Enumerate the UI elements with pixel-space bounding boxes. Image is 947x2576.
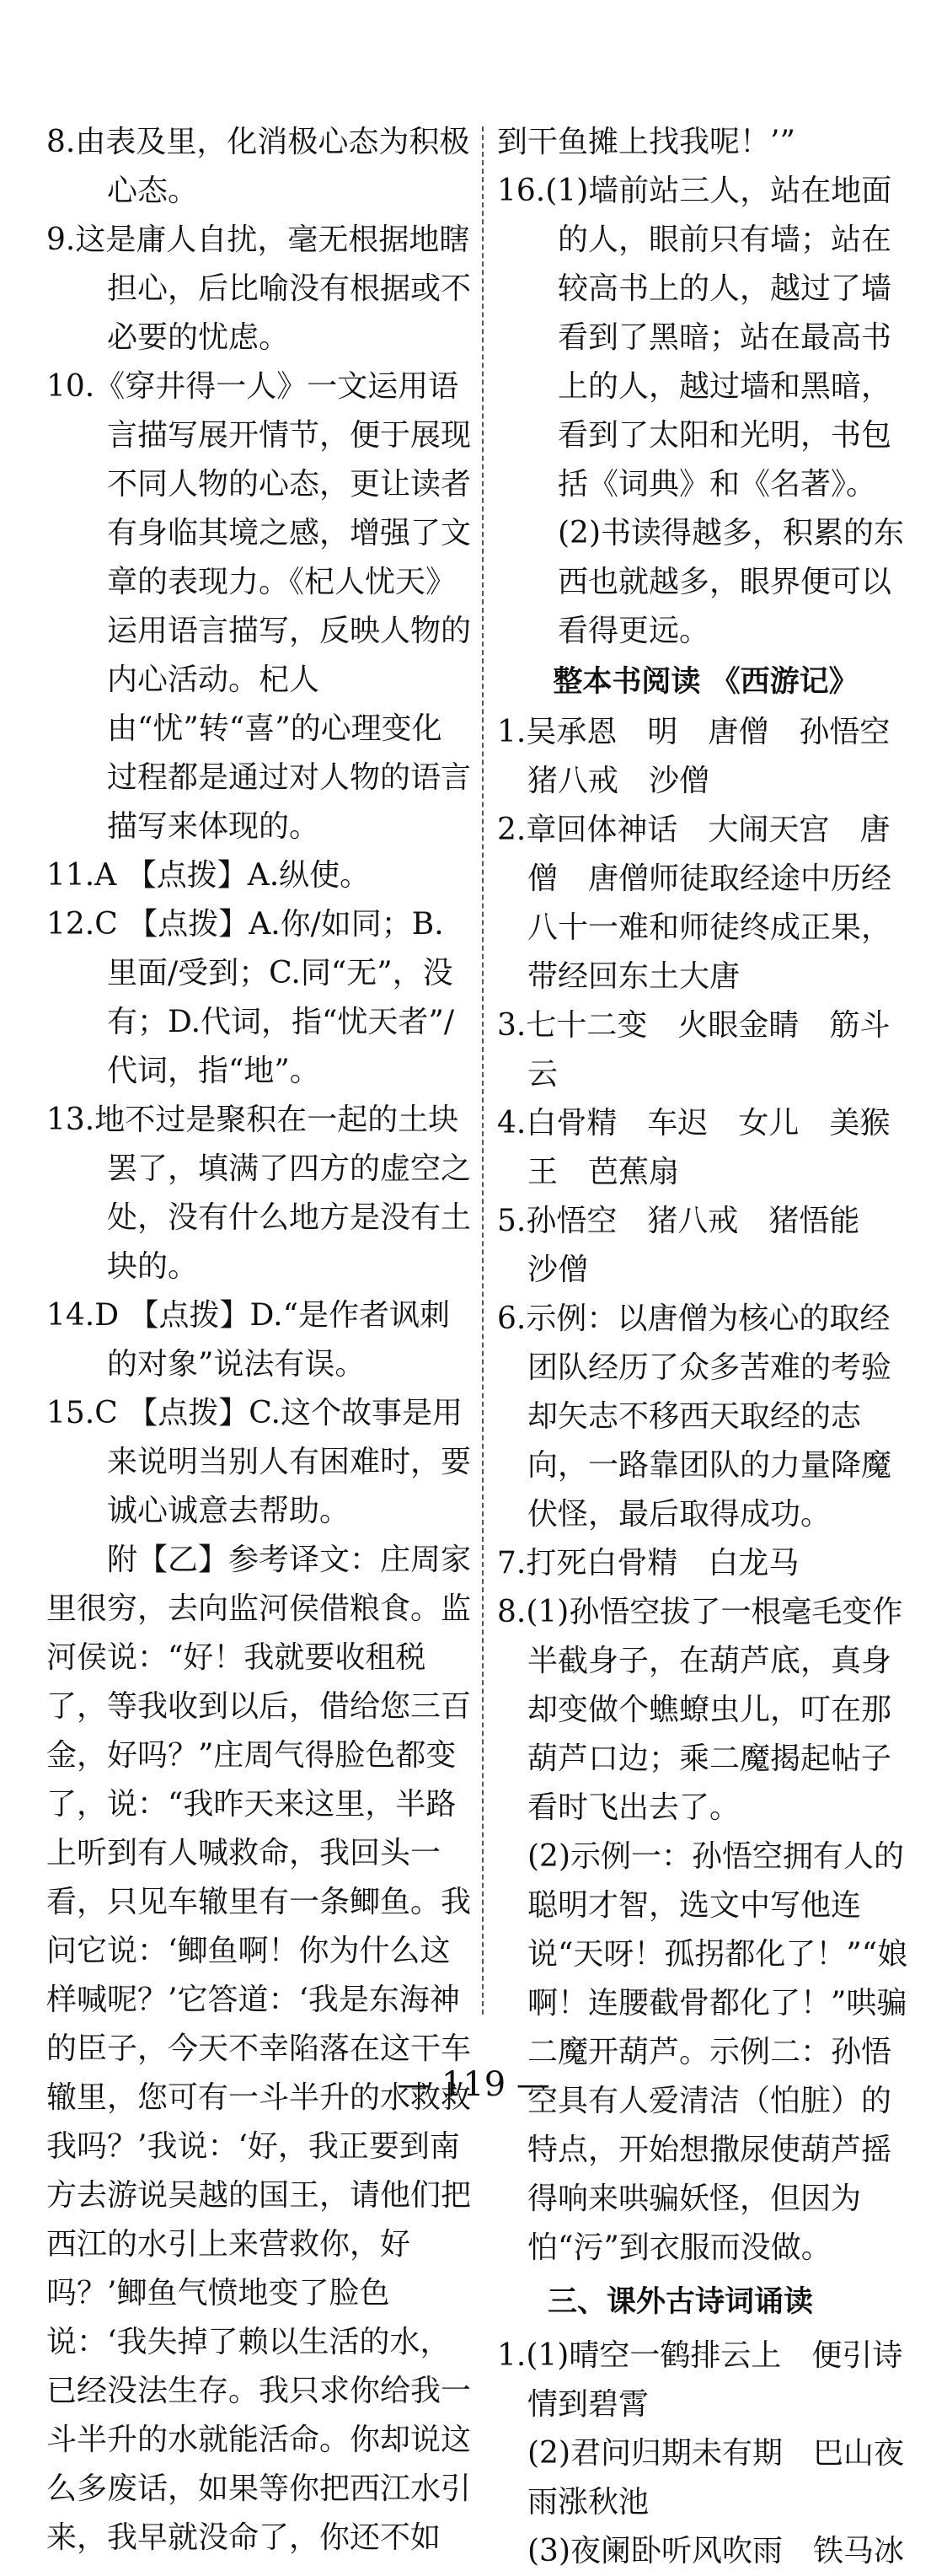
answer-15: 15.C 【点拨】C.这个故事是用来说明当别人有困难时，要诚心诚意去帮助。 — [46, 1396, 472, 1528]
column-divider — [482, 126, 484, 2015]
xiyouji-answer-6: 6.示例：以唐僧为核心的取经团队经历了众多苦难的考验却矢志不移西天取经的志向，一路靠团队的力量降魔伏怪，最后取得成功。 — [497, 1301, 892, 1532]
answer-16-2: (2)书读得越多，积累的东西也就越多，眼界便可以看得更远。 — [558, 516, 904, 648]
xiyouji-answer-5: 5.孙悟空 猪八戒 猪悟能 沙僧 — [497, 1204, 891, 1287]
page-number: — 119 — — [397, 2065, 550, 2104]
translation-paragraph: 附【乙】参考译文：庄周家里很穷，去向监河侯借粮食。监河侯说：“好！我就要收租税了，等我收到以后，借给您三百金，好吗？”庄周气得脸色都变了，说：“我昨天来这里，半路上听到有人喊救命，我回头一看，只见车辙里有一条鲫鱼。我问它说：‘鲫鱼啊！你为什么这样喊呢？’它答道：‘我是东海神的臣子，今天不幸陷落在这干车辙里，您可有一斗半升的水救救我吗？’我说：‘好，我正要到南方去游说吴越的国王，请他们把西江的水引上来营救你，好吗？’鲫鱼气愤地变了脸色说：‘我失掉了赖以生活的水，已经没法生存。我只求你给我一斗半升的水就能活命。你却说这么多废话，如果等你把西江水引来，我早就没命了，你还不如 — [46, 1543, 472, 2555]
poetry-answer-1: 1.(1)晴空一鹤排云上 便引诗情到碧霄 — [497, 2338, 903, 2422]
poetry-answer-2: (2)君问归期未有期 巴山夜雨涨秋池 — [527, 2436, 904, 2520]
xiyouji-answer-8-2: (2)示例一：孙悟空拥有人的聪明才智，选文中写他连说“天呀！孤拐都化了！”“娘啊！连腰截骨都化了！”哄骗二魔开葫芦。示例二：孙悟空具有人爱清洁（怕脏）的特点，开始想撒尿使葫芦摇得响来哄骗妖怪，但因为怕“污”到衣服而没做。 — [527, 1839, 908, 2265]
translation-continuation: 到干鱼摊上找我呢！’” — [497, 125, 795, 159]
left-column — [46, 118, 472, 2563]
answer-9: 9.这是庸人自扰，毫无根据地瞎担心，后比喻没有根据或不必要的忧虑。 — [46, 223, 472, 355]
poetry-answer-3: (3)夜阑卧听风吹雨 铁马冰 — [527, 2534, 904, 2568]
answer-16-1: 16.(1)墙前站三人，站在地面的人，眼前只有墙；站在较高书上的人，越过了墙看到了黑暗；站在最高书上的人，越过墙和黑暗，看到了太阳和光明，书包括《词典》和《名著》。 — [497, 174, 892, 502]
xiyouji-answer-7: 7.打死白骨精 白龙马 — [497, 1546, 800, 1580]
answer-8: 8.由表及里，化消极心态为积极心态。 — [46, 125, 470, 208]
xiyouji-answer-2: 2.章回体神话 大闹天宫 唐僧 唐僧师徒取经途中历经八十一难和师徒终成正果，带经回东土大唐 — [497, 813, 892, 994]
xiyouji-answer-8-1: 8.(1)孙悟空拔了一根毫毛变作半截身子，在葫芦底，真身却变做个蟭蟟虫儿，叮在那葫芦口边；乘二魔揭起帖子看时飞出去了。 — [497, 1595, 903, 1825]
section-heading-poetry: 三、课外古诗词诵读 — [548, 2285, 814, 2319]
answer-13: 13.地不过是聚积在一起的土块罢了，填满了四方的虚空之处，没有什么地方是没有土块的。 — [46, 1103, 472, 1284]
xiyouji-answer-3: 3.七十二变 火眼金睛 筋斗云 — [497, 1008, 891, 1092]
answer-10: 10.《穿井得一人》一文运用语言描写展开情节，便于展现不同人物的心态，更让读者有身临其境之感，增强了文章的表现力。《杞人忧天》运用语言描写，反映人物的内心活动。杞人由“忧”转“喜”的心理变化过程都是通过对人物的语言描写来体现的。 — [46, 369, 472, 844]
xiyouji-answer-1: 1.吴承恩 明 唐僧 孙悟空 猪八戒 沙僧 — [497, 715, 921, 798]
answer-11: 11.A 【点拨】A.纵使。 — [46, 858, 371, 893]
right-column — [497, 118, 921, 2576]
answer-14: 14.D 【点拨】D.“是作者讽刺的对象”说法有误。 — [46, 1298, 450, 1382]
section-heading-xiyouji: 整本书阅读 《西游记》 — [553, 665, 859, 699]
answer-12: 12.C 【点拨】A.你/如同；B.里面/受到；C.同“无”，没有；D.代词，指“忧天者”/代词，指“地”。 — [46, 907, 454, 1088]
xiyouji-answer-4: 4.白骨精 车迟 女儿 美猴王 芭蕉扇 — [497, 1106, 891, 1189]
